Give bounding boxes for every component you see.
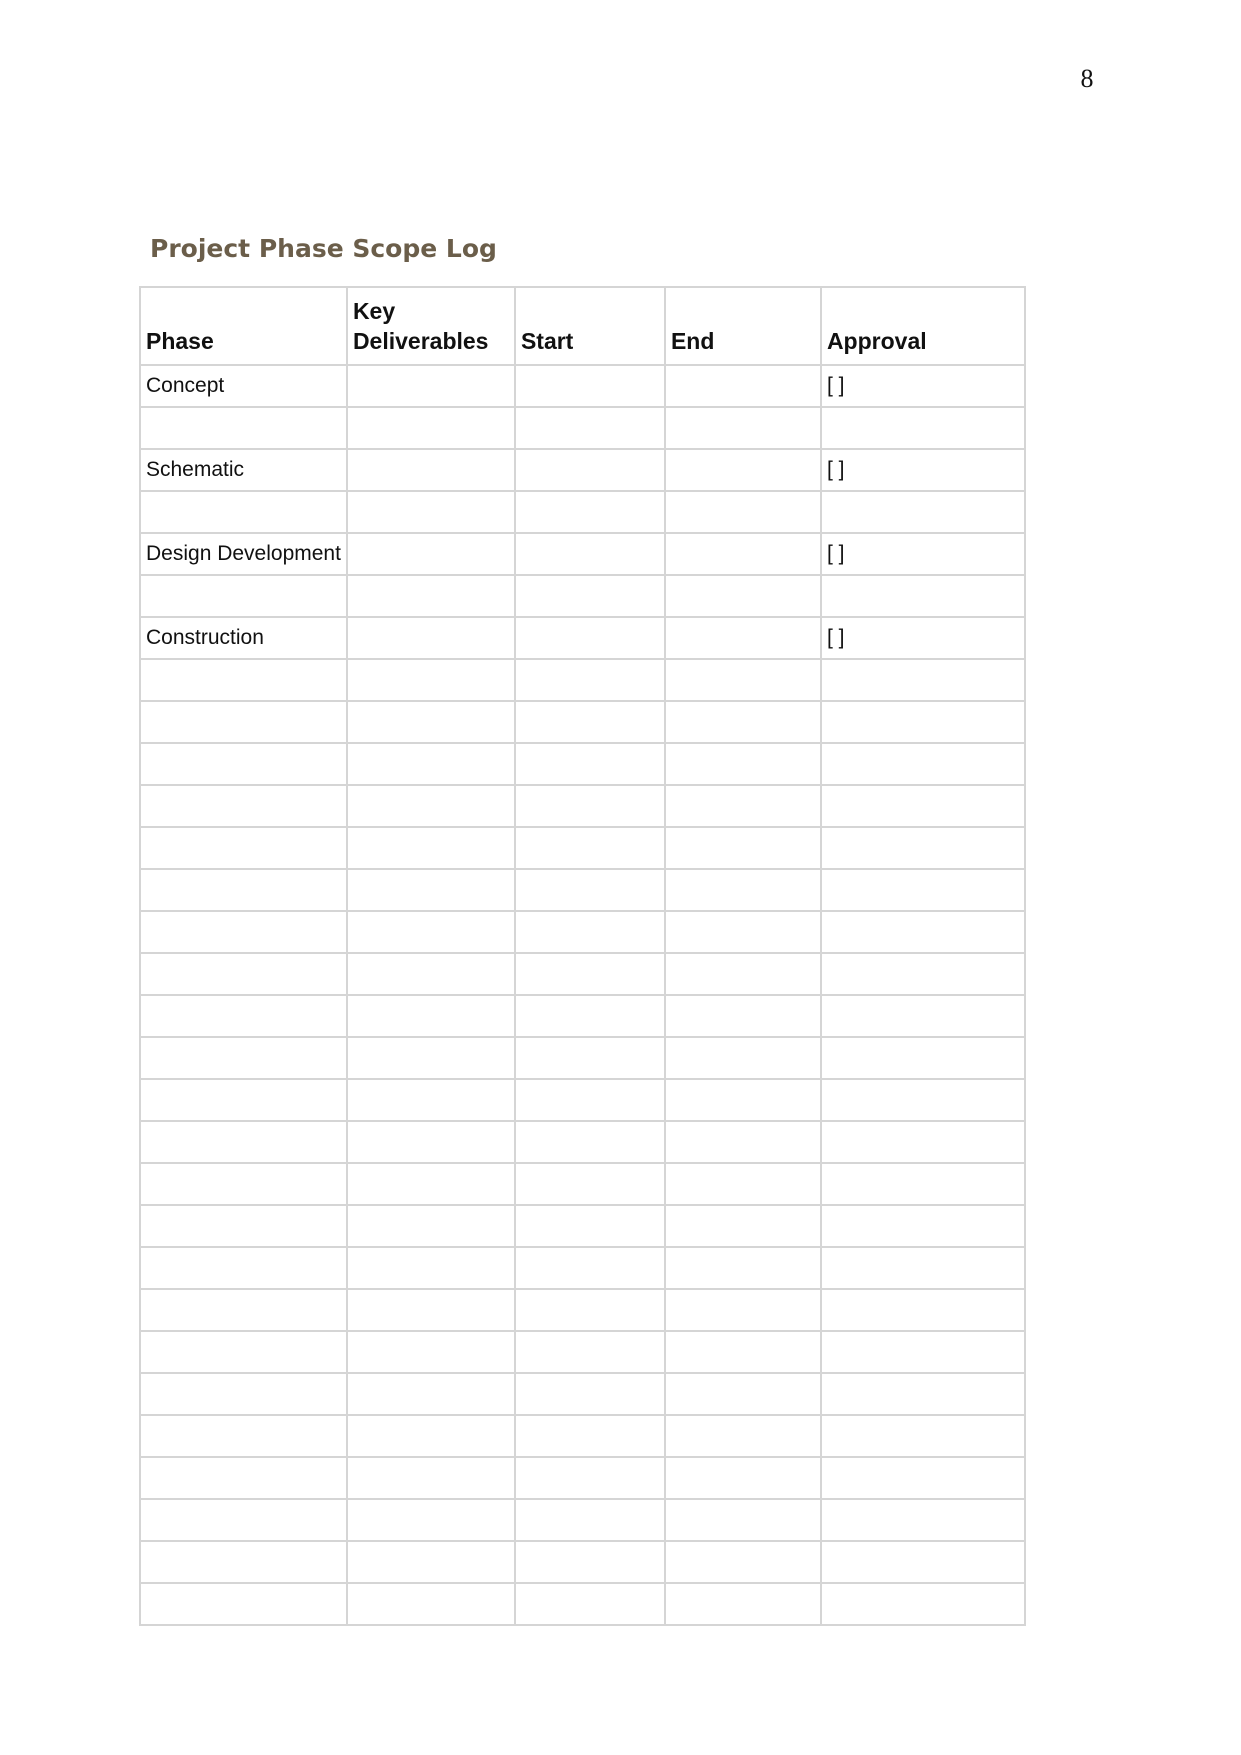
table-row (140, 659, 1025, 701)
approval-cell (821, 1247, 1025, 1289)
document-title: Project Phase Scope Log (150, 234, 497, 263)
table-row (140, 785, 1025, 827)
approval-cell (821, 659, 1025, 701)
deliverables-cell (347, 869, 515, 911)
phase-cell (140, 953, 347, 995)
end-cell (665, 743, 821, 785)
deliverables-cell (347, 701, 515, 743)
deliverables-cell (347, 1457, 515, 1499)
deliverables-cell (347, 995, 515, 1037)
deliverables-cell (347, 1163, 515, 1205)
start-cell (515, 1331, 665, 1373)
approval-cell (821, 1499, 1025, 1541)
end-cell (665, 701, 821, 743)
phase-cell (140, 1163, 347, 1205)
start-cell (515, 1373, 665, 1415)
header-start: Start (515, 287, 665, 365)
start-cell (515, 1121, 665, 1163)
table-row (140, 1037, 1025, 1079)
end-cell (665, 785, 821, 827)
table-row (140, 1331, 1025, 1373)
table-row (140, 1289, 1025, 1331)
end-cell (665, 1541, 821, 1583)
start-cell (515, 1037, 665, 1079)
start-cell (515, 869, 665, 911)
end-cell (665, 1163, 821, 1205)
start-cell (515, 449, 665, 491)
table-row (140, 1163, 1025, 1205)
deliverables-cell (347, 1373, 515, 1415)
approval-cell (821, 407, 1025, 449)
deliverables-cell (347, 1289, 515, 1331)
start-cell (515, 953, 665, 995)
phase-cell (140, 1583, 347, 1625)
phase-cell (140, 1331, 347, 1373)
phase-cell (140, 1121, 347, 1163)
start-cell (515, 1541, 665, 1583)
end-cell (665, 1415, 821, 1457)
end-cell (665, 1247, 821, 1289)
phase-cell (140, 659, 347, 701)
approval-cell (821, 1037, 1025, 1079)
start-cell (515, 1499, 665, 1541)
deliverables-cell (347, 575, 515, 617)
table-row (140, 533, 1025, 575)
approval-cell (821, 491, 1025, 533)
start-cell (515, 659, 665, 701)
phase-cell (140, 1289, 347, 1331)
end-cell (665, 533, 821, 575)
approval-cell (821, 911, 1025, 953)
deliverables-cell (347, 1541, 515, 1583)
phase-cell: Construction (140, 617, 347, 659)
deliverables-cell (347, 743, 515, 785)
phase-cell (140, 1205, 347, 1247)
end-cell (665, 407, 821, 449)
header-phase: Phase (140, 287, 347, 365)
deliverables-cell (347, 911, 515, 953)
start-cell (515, 575, 665, 617)
phase-cell (140, 1457, 347, 1499)
deliverables-cell (347, 1583, 515, 1625)
end-cell (665, 1331, 821, 1373)
end-cell (665, 1079, 821, 1121)
phase-cell: Concept (140, 365, 347, 407)
phase-cell (140, 491, 347, 533)
table-row (140, 1583, 1025, 1625)
end-cell (665, 1583, 821, 1625)
phase-cell (140, 911, 347, 953)
table-row (140, 911, 1025, 953)
deliverables-cell (347, 785, 515, 827)
phase-cell (140, 827, 347, 869)
end-cell (665, 1289, 821, 1331)
table-row (140, 827, 1025, 869)
phase-cell (140, 743, 347, 785)
approval-cell (821, 953, 1025, 995)
table-row (140, 449, 1025, 491)
phase-scope-table (139, 286, 1026, 1626)
phase-cell (140, 575, 347, 617)
table-row (140, 1121, 1025, 1163)
start-cell (515, 1205, 665, 1247)
approval-cell: [ ] (821, 617, 1025, 659)
header-key-deliverables: Key Deliverables (347, 287, 515, 365)
phase-cell (140, 407, 347, 449)
approval-cell (821, 1373, 1025, 1415)
end-cell (665, 1037, 821, 1079)
deliverables-cell (347, 1079, 515, 1121)
approval-cell (821, 1415, 1025, 1457)
deliverables-cell (347, 617, 515, 659)
page-number: 8 (1080, 64, 1094, 93)
deliverables-cell (347, 533, 515, 575)
start-cell (515, 1289, 665, 1331)
approval-cell (821, 1121, 1025, 1163)
approval-cell (821, 743, 1025, 785)
deliverables-cell (347, 827, 515, 869)
approval-cell: [ ] (821, 449, 1025, 491)
table-row (140, 743, 1025, 785)
deliverables-cell (347, 1415, 515, 1457)
approval-cell (821, 1457, 1025, 1499)
approval-cell (821, 1583, 1025, 1625)
table-row (140, 953, 1025, 995)
table-row (140, 575, 1025, 617)
deliverables-cell (347, 449, 515, 491)
end-cell (665, 1121, 821, 1163)
end-cell (665, 617, 821, 659)
approval-cell (821, 1205, 1025, 1247)
phase-cell: Design Development (140, 533, 347, 575)
table-row (140, 701, 1025, 743)
deliverables-cell (347, 1499, 515, 1541)
start-cell (515, 1247, 665, 1289)
phase-cell (140, 1415, 347, 1457)
approval-cell: [ ] (821, 365, 1025, 407)
phase-cell (140, 1037, 347, 1079)
table-row (140, 1415, 1025, 1457)
approval-cell (821, 1541, 1025, 1583)
deliverables-cell (347, 1247, 515, 1289)
start-cell (515, 533, 665, 575)
table-row (140, 365, 1025, 407)
approval-cell (821, 1079, 1025, 1121)
end-cell (665, 1205, 821, 1247)
start-cell (515, 1583, 665, 1625)
approval-cell (821, 575, 1025, 617)
table-row (140, 869, 1025, 911)
table-row (140, 491, 1025, 533)
deliverables-cell (347, 491, 515, 533)
end-cell (665, 1499, 821, 1541)
phase-cell: Schematic (140, 449, 347, 491)
phase-cell (140, 1247, 347, 1289)
deliverables-cell (347, 1037, 515, 1079)
table-header-row (140, 287, 1025, 365)
start-cell (515, 785, 665, 827)
end-cell (665, 953, 821, 995)
start-cell (515, 827, 665, 869)
phase-cell (140, 869, 347, 911)
start-cell (515, 701, 665, 743)
end-cell (665, 365, 821, 407)
table-row (140, 1079, 1025, 1121)
phase-cell (140, 1079, 347, 1121)
deliverables-cell (347, 659, 515, 701)
deliverables-cell (347, 407, 515, 449)
deliverables-cell (347, 365, 515, 407)
start-cell (515, 1457, 665, 1499)
table-row (140, 617, 1025, 659)
start-cell (515, 407, 665, 449)
start-cell (515, 491, 665, 533)
start-cell (515, 1415, 665, 1457)
start-cell (515, 1163, 665, 1205)
phase-cell (140, 1541, 347, 1583)
table-row (140, 407, 1025, 449)
end-cell (665, 449, 821, 491)
start-cell (515, 617, 665, 659)
phase-cell (140, 785, 347, 827)
phase-cell (140, 701, 347, 743)
deliverables-cell (347, 1205, 515, 1247)
end-cell (665, 659, 821, 701)
approval-cell (821, 995, 1025, 1037)
phase-cell (140, 1499, 347, 1541)
deliverables-cell (347, 1331, 515, 1373)
table-row (140, 1541, 1025, 1583)
table-row (140, 1457, 1025, 1499)
phase-cell (140, 1373, 347, 1415)
header-approval: Approval (821, 287, 1025, 365)
deliverables-cell (347, 953, 515, 995)
end-cell (665, 869, 821, 911)
table-row (140, 1373, 1025, 1415)
start-cell (515, 911, 665, 953)
header-end: End (665, 287, 821, 365)
start-cell (515, 743, 665, 785)
start-cell (515, 995, 665, 1037)
start-cell (515, 1079, 665, 1121)
phase-cell (140, 995, 347, 1037)
end-cell (665, 911, 821, 953)
approval-cell (821, 701, 1025, 743)
approval-cell (821, 827, 1025, 869)
table-row (140, 1499, 1025, 1541)
start-cell (515, 365, 665, 407)
end-cell (665, 1457, 821, 1499)
approval-cell (821, 1289, 1025, 1331)
table-row (140, 1205, 1025, 1247)
deliverables-cell (347, 1121, 515, 1163)
end-cell (665, 995, 821, 1037)
approval-cell (821, 1331, 1025, 1373)
approval-cell (821, 869, 1025, 911)
end-cell (665, 827, 821, 869)
end-cell (665, 575, 821, 617)
approval-cell (821, 1163, 1025, 1205)
approval-cell (821, 785, 1025, 827)
table-row (140, 995, 1025, 1037)
end-cell (665, 1373, 821, 1415)
table-row (140, 1247, 1025, 1289)
end-cell (665, 491, 821, 533)
approval-cell: [ ] (821, 533, 1025, 575)
